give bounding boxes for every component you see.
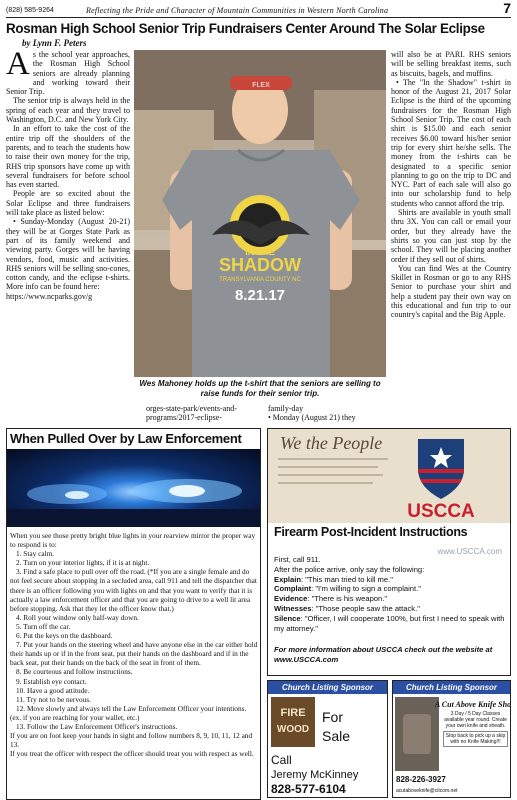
firewood-ad — [268, 694, 387, 797]
uscca-banner — [268, 429, 510, 523]
svg-text:Jeremy McKinney: Jeremy McKinney — [271, 769, 359, 781]
svg-text:Call: Call — [271, 753, 292, 767]
svg-text:acutaboveknife@citcom.net: acutaboveknife@citcom.net — [396, 788, 458, 794]
law-line: 8. Be courteous and follow instructions. — [16, 667, 133, 677]
paragraph: The senior trip is always held in the spring of each year and they travel to Washington, D.C. and New York City. — [6, 96, 130, 125]
uscca-url: www.USCCA.com — [437, 547, 502, 556]
svg-text:For: For — [322, 709, 343, 725]
svg-text:828-577-6104: 828-577-6104 — [271, 782, 346, 796]
drop-cap: A — [6, 46, 30, 82]
article-photo — [134, 50, 386, 377]
paragraph: • Sunday-Monday (August 20-21) they will be at Gorges State Park as part of its family weekend and viewing party. Gorges will be having vendors, food, music and activities. RHS seniors will be selling sno-cones, cotton candy, and the eclipse t-shirts. More info can be found here: — [6, 217, 130, 292]
knife-shop-ad: A Cut Above Knife Shop 3 Day / 5 Day Classes available year round. Create your own knife and sheath. Stop back to pick up a skip with no Knife Making!!! 828-226-3927 acutaboveknife@citcom.net — [393, 694, 510, 797]
shirt-text-4: 8.21.17 — [234, 287, 286, 304]
police-lights-graphic — [7, 449, 260, 527]
svg-text:WOOD: WOOD — [276, 724, 310, 735]
shirt-text-1: IN THE — [245, 247, 275, 257]
law-line: 12. Move slowly and always tell the Law Enforcement Officer your intentions. (ex. if you are reaching for your wallet, etc.) — [10, 703, 247, 722]
svg-text:FIRE: FIRE — [280, 707, 306, 719]
photo-illustration — [134, 50, 386, 377]
paragraph: You can find Wes at the Country Skillet in Rosman or go to any RHS Senior to purchase your shirt and help a student pay their own way on this educational and fun trip to our country's capital and the Big Apple. — [391, 263, 511, 320]
article-continued-a: orges-state-park/events-and-programs/2017-eclipse- — [146, 404, 237, 423]
uscca-intro: After the police arrive, only say the following: — [274, 564, 425, 574]
uscca-item: Evidence: "There is his weapon." — [274, 594, 388, 604]
shirt-text-2: SHADOW — [219, 255, 301, 275]
uscca-instructions — [274, 555, 506, 633]
law-line: If you are on foot keep your hands in sight and follow numbers 8, 9, 10, 11, 12 and 13. — [10, 731, 253, 750]
uscca-item: Silence: "Officer, I will cooperate 100%, but first I need to speak with my attorney." — [274, 613, 505, 633]
law-title: When Pulled Over by Law Enforcement — [10, 431, 242, 446]
law-line: 2. Turn on your interior lights, if it is at night. — [16, 558, 150, 568]
law-line: 10. Have a good attitude. — [16, 685, 90, 695]
article-column-1 — [6, 46, 130, 301]
paragraph: People are so excited about the Solar Eclipse and three fundraisers will take place as listed below: — [6, 189, 130, 218]
sponsor-header: Church Listing Sponsor — [393, 681, 510, 694]
uscca-banner-graphic — [268, 429, 510, 523]
paragraph: Shirts are available in youth small thru 3X. You can call or email your order, but they already have the shirts so you can just stop by the school. They will be placing another order if they sell out of shirts. — [391, 208, 511, 264]
svg-text:A Cut Above Knife Shop: A Cut Above Knife Shop — [434, 700, 510, 709]
law-line: 4. Roll your window only half-way down. — [16, 612, 139, 622]
law-enforcement-box — [6, 428, 261, 800]
uscca-item: Complaint: "I'm willing to sign a complaint." — [274, 584, 421, 594]
visor-text: FLEX — [252, 82, 270, 89]
article-column-3 — [391, 50, 511, 320]
paragraph: As the school year approaches, the Rosman High School seniors are already planning and working toward their Senior Trip. — [6, 46, 130, 97]
uscca-ad — [267, 428, 511, 676]
paragraph: will also be at PARI. RHS seniors will be selling breakfast items, such as biscuits, bagels, and muffins. — [391, 50, 511, 78]
law-line: 11. Try not to be nervous. — [16, 694, 91, 704]
page-header — [6, 0, 511, 18]
law-line: 9. Establish eye contact. — [16, 676, 87, 686]
svg-text:828-226-3927: 828-226-3927 — [396, 775, 446, 784]
law-line: 3. Find a safe place to pull over off the road. (*If you are a single female and do not feel secure about stopping in a secluded area, call 911 and tell the dispatcher that there is an officer following you with lights on and that you want to verify that it is actually a law enforcement officer and that you are going to drive to a well lit area before stopping. Ask that they let the officer know that.) — [10, 567, 257, 613]
law-line: 7. Put your hands on the steering wheel and have anyone else in the car either hold their hands up or if in the front seat, put their hands on the dashboard and if in the back seat, put their hands on the back of the seat in front of them. — [10, 640, 258, 668]
police-lights-image — [7, 449, 260, 527]
article-byline: by Lynn F. Peters — [22, 38, 87, 48]
uscca-title: Firearm Post-Incident Instructions — [274, 525, 468, 539]
scroll-text: We the People — [280, 433, 383, 453]
shirt-text-3: TRANSYLVANIA COUNTY NC — [219, 277, 301, 283]
paragraph: In an effort to take the cost of the entire trip off the shoulders of the parents, and to teach the students how to raise their own money for the trip, RHS trip sponsors have come up with several fundraisers for before school has even started. — [6, 124, 130, 190]
page-number: 7 — [503, 0, 511, 16]
sponsor-knife-shop — [392, 680, 511, 798]
law-line: When you see those pretty bright blue lights in your rearview mirror the proper way to respond is to: — [10, 531, 256, 550]
law-line: If you treat the officer with respect the officer should treat you with respect as well. — [10, 749, 254, 759]
article-headline: Rosman High School Senior Trip Fundraisers Center Around The Solar Eclipse — [6, 21, 485, 36]
law-line: 1. Stay calm. — [16, 549, 55, 559]
article-continued-b: family-day • Monday (August 21) they — [268, 404, 356, 423]
uscca-item: Witnesses: "Those people saw the attack." — [274, 603, 420, 613]
uscca-item: Explain: "This man tried to kill me." — [274, 574, 393, 584]
sponsor-firewood — [267, 680, 388, 798]
sponsor-header: Church Listing Sponsor — [268, 681, 387, 694]
uscca-intro: First, call 911. — [274, 555, 321, 564]
paragraph: • The "In the Shadow" t-shirt in honor of the August 21, 2017 Solar Eclipse is the third of the upcoming fundraisers for the Rosman High School Senior Trip. The cost of each shirt is $15.00 and each senior receives $6.00 toward his/her senior trip for every shirt he/she sells. The money from the t-shirts can be designated to a specific senior planning to go on the trip to DC and NYC. Part of each sale will also go into our scholarship fund to help students who cannot afford the trip. — [391, 77, 511, 208]
law-line: 13. Follow the Law Enforcement Officer's instructions. — [16, 721, 178, 731]
law-instructions — [10, 531, 258, 758]
header-tagline: Reflecting the Pride and Character of Mountain Communities in Western North Carolina — [86, 6, 389, 15]
law-line: 6. Put the keys on the dashboard. — [16, 631, 113, 641]
paragraph: https://www.ncparks.gov/g — [6, 291, 93, 301]
header-phone: (828) 585-9264 — [6, 7, 54, 14]
uscca-more-info: For more information about USCCA check out the website at www.USCCA.com — [274, 645, 493, 664]
photo-caption: Wes Mahoney holds up the t-shirt that the seniors are selling to raise funds for their senior trip. — [139, 379, 381, 398]
law-line: 5. Turn off the car. — [16, 621, 71, 631]
uscca-logo: USCCA — [407, 501, 475, 522]
svg-text:Sale: Sale — [322, 728, 351, 744]
